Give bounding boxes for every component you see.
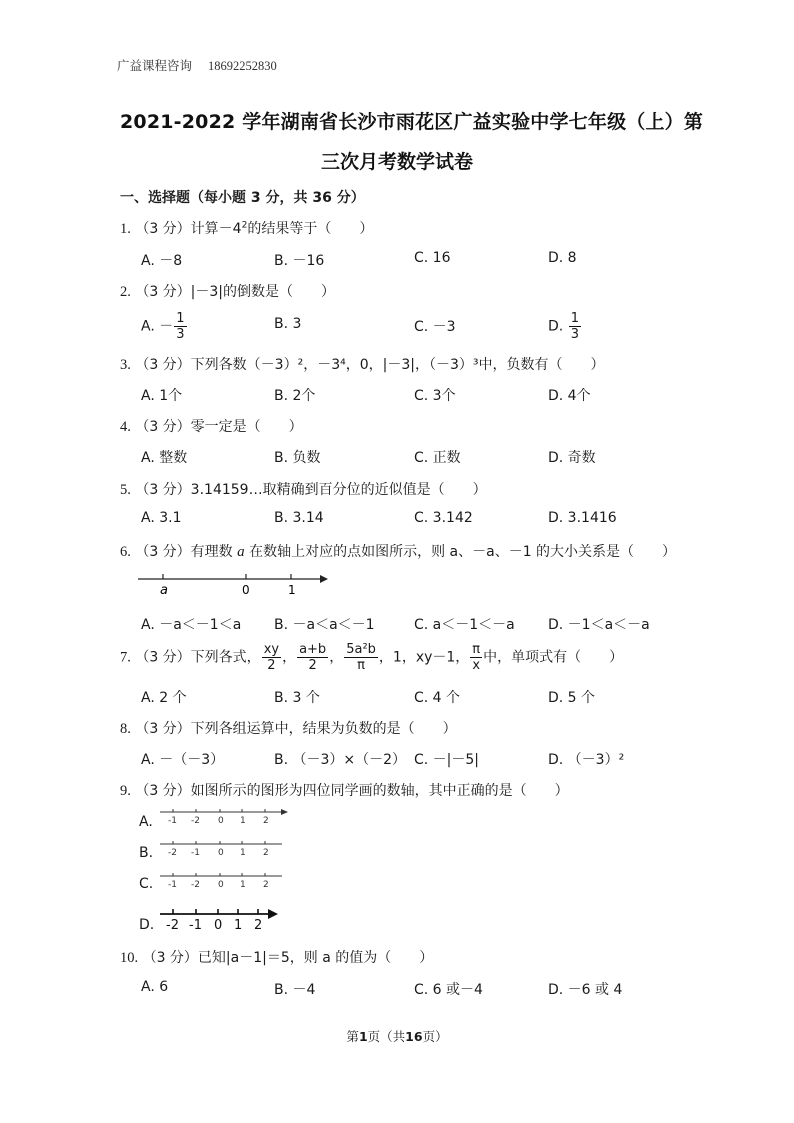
axis-label-1: 1	[288, 583, 296, 597]
option-d[interactable]: D. 5 个	[548, 690, 596, 706]
question-text: （3 分）下列各式，	[135, 649, 261, 666]
arrow-icon	[281, 809, 288, 815]
fraction	[297, 642, 328, 673]
question-number: 5.	[120, 482, 131, 498]
option-d[interactable]: D. 奇数	[548, 450, 596, 466]
option-c[interactable]: C. 4 个	[414, 690, 461, 706]
tick-label: -2	[166, 918, 179, 933]
option-b[interactable]: B. －a＜a＜－1	[274, 617, 375, 633]
option-d[interactable]: D. （－3）²	[548, 752, 625, 768]
fraction	[569, 311, 581, 342]
footer-text: 页（共	[367, 1029, 406, 1044]
number-line-figure	[136, 570, 336, 600]
fraction	[344, 642, 378, 673]
fraction-denominator: π	[357, 658, 365, 673]
question-9	[120, 780, 569, 800]
footer-text: 页）	[422, 1029, 448, 1044]
tick-label: -1	[189, 918, 202, 933]
fraction-numerator: a+b	[299, 642, 327, 657]
tick-label: 1	[234, 918, 243, 933]
option-a[interactable]: A. 3.1	[141, 510, 182, 526]
option-b[interactable]: B. 2个	[274, 388, 316, 404]
question-2	[120, 281, 335, 301]
footer-text: 第	[346, 1029, 359, 1044]
option-d[interactable]: D.	[139, 917, 155, 933]
header-org: 广益课程咨询	[117, 58, 193, 73]
option-d[interactable]: D. 3.1416	[548, 510, 617, 526]
question-text: （3 分）下列各数（－3）²，－3⁴，0，|－3|，（－3）³中，负数有（ ）	[135, 357, 605, 373]
option-b[interactable]: B.	[139, 845, 154, 861]
option-a[interactable]: A. 整数	[141, 450, 188, 466]
option-d[interactable]: D. 4个	[548, 388, 591, 404]
tick-label: 2	[263, 848, 269, 858]
tick-label: -2	[191, 880, 200, 890]
number-line-option-c	[158, 869, 290, 891]
question-10	[120, 947, 433, 967]
arrow-icon	[268, 909, 278, 919]
question-4	[120, 416, 303, 436]
question-text: （3 分）|－3|的倒数是（ ）	[135, 284, 336, 300]
option-a[interactable]: A. 2 个	[141, 690, 187, 706]
option-c[interactable]: C.	[139, 876, 154, 892]
question-number: 1.	[120, 221, 131, 237]
question-number: 7.	[120, 649, 131, 666]
question-number: 2.	[120, 284, 131, 300]
number-line-option-a	[158, 806, 290, 828]
question-6	[120, 541, 676, 561]
fraction-numerator: 1	[570, 311, 579, 326]
fraction-denominator: 2	[267, 658, 276, 673]
option-label: D.	[548, 318, 568, 335]
option-c[interactable]: C. －|－5|	[414, 752, 480, 768]
tick-label: 0	[218, 848, 224, 858]
question-text: a、－a、－1 的大小关系是（ ）	[449, 544, 677, 560]
question-text: （3 分）计算－4	[135, 221, 242, 237]
option-c[interactable]: C. －3	[414, 319, 456, 335]
question-7: 7. （3 分）下列各式， $\frac{xy}{2}$ ， $\frac{a+b}{2}$ ， $\frac{\text{5a²b}}{\pi}$ ，1，xy－1， $\frac{\pi}{x}$ 中，单项式有（ ）	[120, 642, 624, 673]
number-line-option-d	[158, 904, 290, 934]
question-text: （3 分）零一定是（ ）	[135, 419, 303, 435]
tick-label: 0	[214, 918, 223, 933]
header	[117, 56, 277, 74]
option-b[interactable]: B. 3 个	[274, 690, 320, 706]
question-1	[120, 218, 373, 238]
tick-label: 0	[218, 880, 224, 890]
tick-label: -1	[191, 848, 200, 858]
question-text: 在数轴上对应的点如图所示，则	[244, 544, 450, 560]
axis-label-0: 0	[242, 583, 250, 597]
option-b[interactable]: B. 负数	[274, 450, 321, 466]
option-c[interactable]: C. 3.142	[414, 510, 473, 526]
option-a[interactable]: A. －（－3）	[141, 752, 225, 768]
question-text: （3 分）3.14159…取精确到百分位的近似值是（ ）	[135, 482, 487, 498]
tick-label: -2	[168, 848, 177, 858]
page-footer	[0, 1027, 794, 1045]
tick-label: -2	[191, 816, 200, 826]
option-a[interactable]: A. －8	[141, 253, 183, 269]
fraction-numerator: π	[472, 642, 481, 657]
option-a[interactable]	[141, 311, 188, 342]
option-b[interactable]: B. －4	[274, 982, 316, 998]
question-text: ，1，xy－1，	[378, 649, 470, 666]
arrow-icon	[320, 575, 328, 583]
option-c[interactable]: C. 16	[414, 250, 451, 266]
exponent: 2	[241, 220, 248, 231]
option-d[interactable]	[548, 311, 582, 342]
option-c[interactable]: C. 6 或－4	[414, 982, 483, 998]
question-text: （3 分）已知|a－1|＝5，则 a 的值为（ ）	[142, 950, 434, 966]
option-c[interactable]: C. a＜－1＜－a	[414, 617, 515, 633]
tick-label: 0	[218, 816, 224, 826]
fraction	[262, 642, 281, 673]
option-c[interactable]: C. 3个	[414, 388, 456, 404]
fraction-denominator: 3	[176, 327, 185, 342]
page-title-line1: 2021-2022 学年湖南省长沙市雨花区广益实验中学七年级（上）第	[120, 111, 704, 133]
section-heading: 一、选择题（每小题 3 分，共 36 分）	[120, 190, 365, 206]
option-c[interactable]: C. 正数	[414, 450, 461, 466]
tick-label: 2	[263, 880, 269, 890]
option-b[interactable]: B. 3	[274, 316, 302, 332]
option-b[interactable]: B. 3.14	[274, 510, 324, 526]
question-number: 4.	[120, 419, 131, 435]
question-text: （3 分）下列各组运算中，结果为负数的是（ ）	[135, 721, 457, 737]
option-a[interactable]: A. 1个	[141, 388, 183, 404]
fraction-numerator: 1	[176, 311, 185, 326]
page-number: 1	[358, 1029, 368, 1044]
fraction-denominator: 3	[570, 327, 579, 342]
option-b[interactable]: B. （－3）×（－2）	[274, 752, 407, 768]
option-label: A. －	[141, 318, 174, 335]
fraction	[470, 642, 482, 673]
option-a[interactable]: A. 6	[141, 979, 169, 995]
option-a[interactable]: A. －a＜－1＜a	[141, 617, 242, 633]
tick-label: 1	[240, 848, 246, 858]
tick-label: 1	[240, 880, 246, 890]
question-number: 8.	[120, 721, 131, 737]
variable: a	[237, 544, 245, 560]
option-d[interactable]: D. －6 或 4	[548, 982, 623, 998]
fraction-numerator: 5a²b	[346, 642, 376, 657]
question-5	[120, 479, 487, 499]
question-3	[120, 354, 605, 374]
fraction	[174, 311, 186, 342]
question-8	[120, 718, 457, 738]
fraction-denominator: x	[472, 658, 481, 673]
tick-label: 1	[240, 816, 246, 826]
option-b[interactable]: B. －16	[274, 253, 325, 269]
question-text: 的结果等于（ ）	[247, 221, 374, 237]
option-d[interactable]: D. －1＜a＜－a	[548, 617, 650, 633]
question-number: 9.	[120, 783, 131, 799]
question-number: 3.	[120, 357, 131, 373]
option-a[interactable]: A.	[139, 814, 153, 830]
fraction-numerator: xy	[263, 642, 280, 657]
fraction-denominator: 2	[308, 658, 317, 673]
header-phone: 18692252830	[208, 59, 277, 73]
total-pages: 16	[405, 1029, 423, 1044]
question-text: （3 分）有理数	[135, 544, 238, 560]
question-number: 10.	[120, 950, 139, 966]
axis-label-a: a	[160, 583, 168, 598]
tick-label: -1	[168, 880, 177, 890]
page-title-line2: 三次月考数学试卷	[320, 151, 473, 173]
question-text: 中，单项式有（ ）	[483, 649, 624, 666]
option-d[interactable]: D. 8	[548, 250, 577, 266]
tick-label: 2	[263, 816, 269, 826]
tick-label: 2	[254, 918, 263, 933]
question-number: 6.	[120, 544, 131, 560]
question-text: （3 分）如图所示的图形为四位同学画的数轴，其中正确的是（ ）	[135, 783, 569, 799]
number-line-option-b	[158, 838, 290, 860]
tick-label: -1	[168, 816, 177, 826]
